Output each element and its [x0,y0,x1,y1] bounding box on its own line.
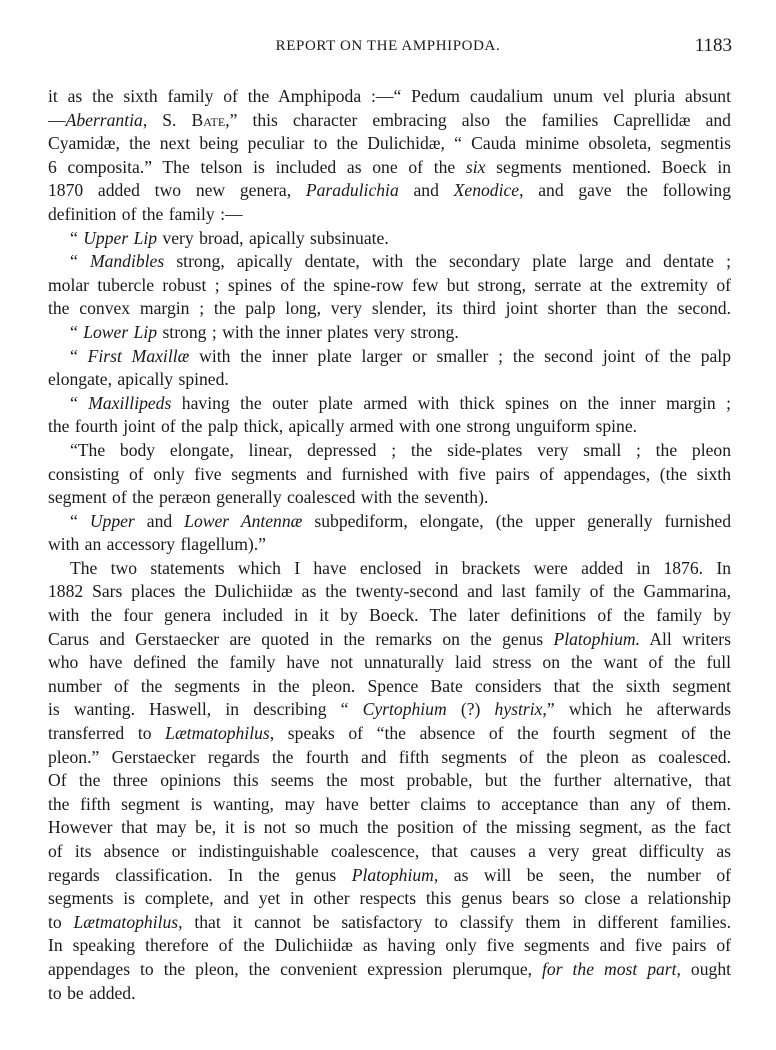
text-line [48,958,731,982]
text-segment: it as the sixth family of the Amphipoda :—“ Pedum caudalium unum vel pluria absunt [48,86,731,106]
text-segment: In speaking therefore of the Dulichiidæ as having only five segments and five pairs of [48,935,731,956]
italic-text: First Maxillæ [87,345,190,366]
text-line [48,628,731,652]
text-segment: and [134,510,185,531]
text-line [48,722,731,746]
italic-text: Lætmatophilus, [73,911,183,932]
text-segment: “ [70,227,84,248]
text-segment: , and gave the following [519,180,731,201]
text-segment: 6 composita.” The telson is included as one of the [48,156,466,177]
text-segment: All writers [639,628,732,649]
text-line [48,439,731,463]
text-segment: Carus and Gerstaecker are quoted in the remarks on the genus [48,628,554,649]
text-line [48,533,731,557]
text-segment: consisting of only five segments and furnished with five pairs of appendages, (the sixth [48,463,731,484]
italic-text: Lower Lip [83,321,158,342]
text-segment: the convex margin ; the palp long, very slender, its third joint shorter than the second. [48,298,731,319]
text-line [48,250,731,274]
text-segment: transferred to [48,723,166,744]
text-segment: having the outer plate armed with thick spines on the inner margin ; [171,392,731,413]
italic-text: Upper Lip [83,227,158,248]
text-segment: the fourth joint of the palp thick, apically armed with one strong unguiform spine. [48,416,638,437]
italic-text: for the most part, [542,958,681,979]
italic-text: hystrix, [494,699,547,720]
italic-text: Aberrantia [65,109,143,130]
text-segment: “ [70,392,89,413]
text-segment: “ [70,510,90,531]
text-line [48,227,731,251]
text-segment: Cyamidæ, the next being peculiar to the Dulichidæ, “ Cauda minime obsoleta, segmentis [48,133,731,154]
text-line [48,321,731,345]
italic-text: Xenodice [453,180,520,201]
text-line [48,132,731,156]
text-line [48,746,731,770]
page-number: 1183 [694,35,732,56]
text-line [48,274,731,298]
small-caps-text: Bate [191,109,226,130]
italic-text: Lætmatophilus [165,723,270,744]
text-segment: ought [680,958,731,979]
text-line [48,156,731,180]
text-segment: However that may be, it is not so much the position of the missing segment, as the fact [48,817,731,838]
text-segment: , S. [142,109,192,130]
text-line [48,675,731,699]
text-segment: and [398,180,454,201]
text-line [48,392,731,416]
text-segment: , speaks of “the absence of the fourth segment of the [269,723,731,744]
italic-text: Platophium. [553,628,640,649]
text-segment: (?) [446,699,495,720]
text-line [48,486,731,510]
text-line [48,911,731,935]
italic-text: Cyrtophium [362,699,447,720]
text-line [48,793,731,817]
text-segment: definition of the family :— [48,203,243,224]
text-line [48,604,731,628]
italic-text: Mandibles [89,251,165,272]
text-segment: Of the three opinions this seems the most probable, but the further alternative, that [48,770,731,791]
text-line [48,769,731,793]
text-segment: “ [70,345,88,366]
text-line [48,580,731,604]
text-line [48,887,731,911]
text-segment: “ [70,251,90,272]
text-segment: strong ; with the inner plates very strong. [157,321,459,342]
text-segment: of its absence or indistinguishable coalescence, that causes a very great difficulty as [48,841,731,861]
text-line [48,415,731,439]
text-segment: as will be seen, the number of [438,864,731,885]
text-segment: “The body elongate, linear, depressed ; the side-plates very small ; the pleon [70,439,731,460]
text-line [48,864,731,888]
text-segment: strong, apically dentate, with the secondary plate large and dentate ; [164,251,731,272]
text-segment: regards classification. In the genus [48,864,352,885]
text-segment: with an accessory flagellum).” [48,534,266,555]
text-line [48,816,731,840]
text-line [48,982,731,1006]
text-segment: to be added. [48,982,136,1003]
text-line [48,345,731,369]
text-line [48,557,731,581]
italic-text: Lower Antennæ [184,510,303,531]
text-segment: who have defined the family have not unnaturally laid stress on the want of the full [48,652,731,673]
text-segment: “ [70,321,84,342]
text-line [48,203,731,227]
italic-text: Platophium, [351,864,439,885]
running-header: REPORT ON THE AMPHIPODA. [275,38,501,54]
text-line [48,698,731,722]
text-segment: that it cannot be satisfactory to classify them in different families. [182,911,731,932]
italic-text: Upper [89,510,135,531]
text-segment: very broad, apically subsinuate. [157,227,389,248]
body-text [48,85,731,1005]
text-line [48,368,731,392]
text-segment: pleon.” Gerstaecker regards the fourth and fifth segments of the pleon as coalesced. [48,746,731,767]
text-line [48,934,731,958]
text-segment: segments is complete, and yet in other respects this genus bears so close a relationship [48,888,731,909]
text-line [48,179,731,203]
text-segment: with the inner plate larger or smaller ; the second joint of the palp [189,345,731,366]
text-segment: The two statements which I have enclosed in brackets were added in 1876. In [70,557,731,578]
text-segment: is wanting. Haswell, in describing “ [48,699,363,720]
text-line [48,85,731,109]
text-line [48,651,731,675]
italic-text: Maxillipeds [88,392,172,413]
text-segment: segments mentioned. Boeck in [485,156,732,177]
text-line [48,109,731,133]
italic-text: six [465,156,486,177]
text-line [48,840,731,864]
italic-text: Paradulichia [305,180,399,201]
text-segment: molar tubercle robust ; spines of the spine-row few but strong, serrate at the extremity of [48,274,731,295]
text-segment: appendages to the pleon, the convenient expression plerumque, [48,958,543,979]
text-segment: 1870 added two new genera, [48,180,306,201]
text-segment: with the four genera included in it by Boeck. The later definitions of the family by [48,605,731,626]
text-segment: elongate, apically spined. [48,369,229,390]
text-line [48,510,731,534]
text-segment: ,” this character embracing also the families Caprellidæ and [225,109,731,130]
text-segment: segment of the peræon generally coalesced with the seventh). [48,487,489,508]
text-segment: the fifth segment is wanting, may have better claims to acceptance than any of them. [48,793,731,814]
text-segment: subpediform, elongate, (the upper generally furnished [302,510,731,531]
text-line [48,463,731,487]
text-line [48,297,731,321]
text-segment: ” which he afterwards [546,699,731,720]
text-segment: to [48,911,74,932]
text-segment: — [48,109,66,130]
text-segment: 1882 Sars places the Dulichiidæ as the twenty-second and last family of the Gammarina, [48,581,731,602]
text-segment: number of the segments in the pleon. Spence Bate considers that the sixth segment [48,675,731,696]
